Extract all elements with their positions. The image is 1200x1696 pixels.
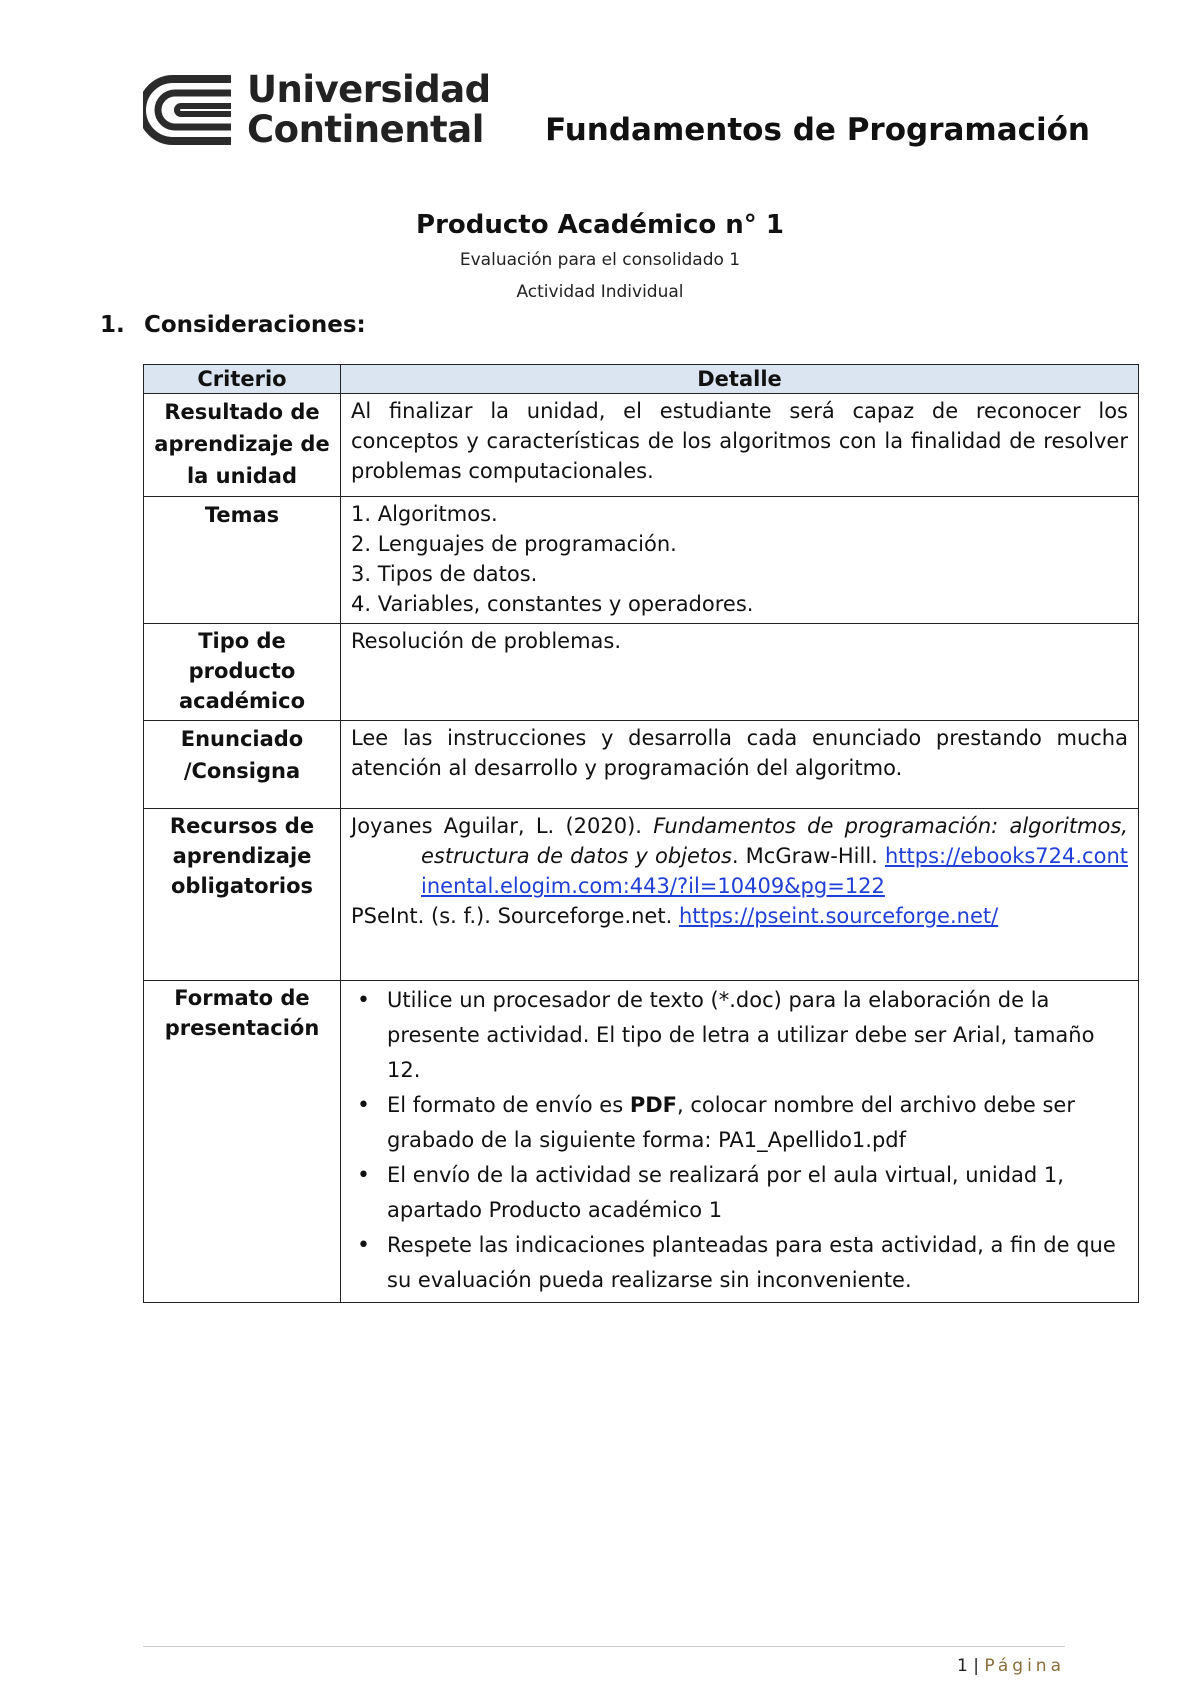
footer-separator: | <box>973 1656 979 1676</box>
page-footer <box>957 1656 1065 1676</box>
tema-item: 1. Algoritmos. <box>351 502 498 526</box>
list-item: • Respete las indicaciones planteadas para esta actividad, a fin de que su evaluación pueda realizarse sin inconveniente. <box>387 1228 1128 1298</box>
list-item: • Utilice un procesador de texto (*.doc) para la elaboración de la presente actividad. El tipo de letra a utilizar debe ser Arial, tamaño 12. <box>387 983 1128 1088</box>
ref1-publisher: . McGraw-Hill. <box>731 844 885 868</box>
row-detail-recursos <box>341 809 1139 981</box>
reference-pseint <box>351 901 1128 931</box>
ref1-author: Joyanes Aguilar, L. (2020). <box>351 814 654 838</box>
bullet2-post: , colocar nombre del archivo debe ser grabado de la siguiente forma: PA1_Apellido1.pdf <box>387 1093 1075 1152</box>
criteria-table <box>143 364 1139 1303</box>
section-number: 1. <box>100 312 125 338</box>
logo-line-2: Continental <box>247 108 484 151</box>
ref1-title: Fundamentos de programación: algoritmos, estructura de datos y objetos <box>421 814 1128 868</box>
footer-divider <box>143 1646 1065 1647</box>
table-row-tipo <box>144 624 1139 721</box>
list-item: • El envío de la actividad se realizará por el aula virtual, unidad 1, apartado Producto académico 1 <box>387 1158 1128 1228</box>
ref2-text: PSeInt. (s. f.). Sourceforge.net. <box>351 904 679 928</box>
row-label-enunciado: Enunciado /Consigna <box>144 721 341 809</box>
row-label-resultado: Resultado de aprendizaje de la unidad <box>144 394 341 497</box>
tema-item: 4. Variables, constantes y operadores. <box>351 592 754 616</box>
ref1-link[interactable]: https://ebooks724.continental.elogim.com:443/?il=10409&pg=122 <box>421 844 1128 898</box>
row-label-recursos: Recursos de aprendizaje obligatorios <box>144 809 341 981</box>
ref2-link[interactable]: https://pseint.sourceforge.net/ <box>678 904 999 928</box>
page-number: 1 <box>957 1656 968 1676</box>
table-row-recursos <box>144 809 1139 981</box>
header-detalle: Detalle <box>341 365 1139 394</box>
tema-item: 2. Lenguajes de programación. <box>351 532 677 556</box>
table-row-temas <box>144 497 1139 624</box>
table-row-enunciado <box>144 721 1139 809</box>
logo-line-1: Universidad <box>247 68 491 111</box>
row-detail-resultado: Al finalizar la unidad, el estudiante será capaz de reconocer los conceptos y características de los algoritmos con la finalidad de resolver problemas computacionales. <box>341 394 1139 497</box>
page-word: Página <box>984 1656 1065 1676</box>
table-header-row <box>144 365 1139 394</box>
bullet2-pre: El formato de envío es <box>387 1093 630 1117</box>
row-detail-enunciado: Lee las instrucciones y desarrolla cada enunciado prestando mucha atención al desarrollo y programación del algoritmo. <box>341 721 1139 809</box>
table-row-resultado <box>144 394 1139 497</box>
reference-joyanes <box>351 811 1128 901</box>
course-title: Fundamentos de Programación <box>545 112 1090 148</box>
row-detail-formato <box>341 981 1139 1303</box>
logo-text <box>247 70 491 150</box>
bullet2-bold: PDF <box>629 1093 678 1117</box>
document-subtitle-activity: Actividad Individual <box>516 282 684 302</box>
document-subtitle-evaluation: Evaluación para el consolidado 1 <box>459 250 741 270</box>
header-criterio: Criterio <box>144 365 341 394</box>
row-label-tipo: Tipo de producto académico <box>144 624 341 721</box>
university-logo <box>143 70 491 150</box>
row-detail-temas <box>341 497 1139 624</box>
row-label-formato: Formato de presentación <box>144 981 341 1303</box>
tema-item: 3. Tipos de datos. <box>351 562 538 586</box>
document-title: Producto Académico n° 1 <box>416 210 784 240</box>
row-detail-tipo: Resolución de problemas. <box>341 624 1139 721</box>
row-label-temas: Temas <box>144 497 341 624</box>
section-heading <box>100 312 366 338</box>
format-bullet-list <box>351 983 1128 1298</box>
table-row-formato <box>144 981 1139 1303</box>
section-title: Consideraciones: <box>144 312 366 338</box>
list-item <box>387 1088 1128 1158</box>
continental-logo-icon <box>143 75 233 145</box>
